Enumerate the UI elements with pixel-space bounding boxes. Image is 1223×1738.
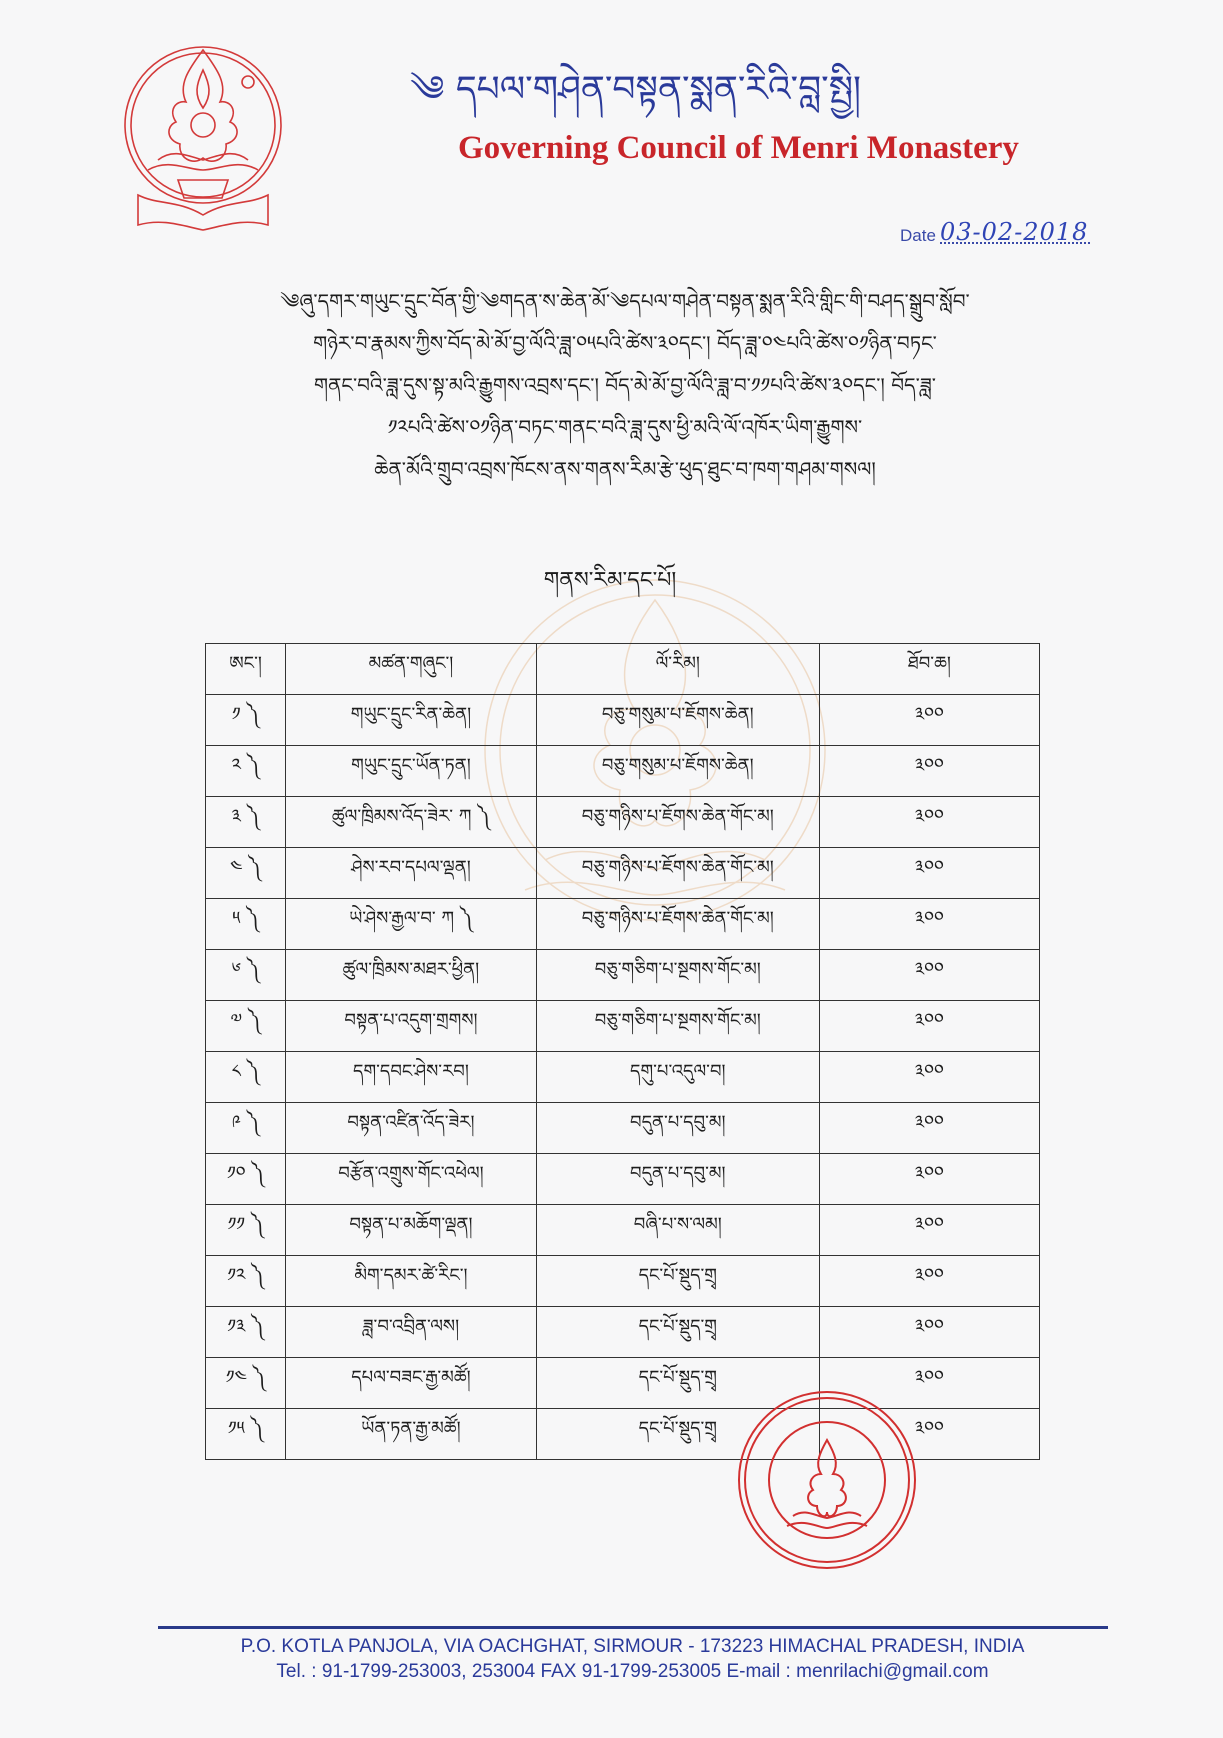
cell-name: ཡོན་ཏན་རྒྱ་མཚོ། [286,1409,537,1460]
table-row [206,950,1040,1001]
cell-class: དང་པོ་སྡུད་གྲྭ [536,1358,819,1409]
cell-award: ༣༠༠ [819,746,1039,797]
cell-name: བསྟན་པ་འདུག་གྲགས། [286,1001,537,1052]
cell-award: ༣༠༠ [819,1103,1039,1154]
cell-name: བསྟན་འཛིན་འོད་ཟེར། [286,1103,537,1154]
cell-award: ༣༠༠ [819,1205,1039,1256]
table-row [206,1205,1040,1256]
cell-number: ༩ ༽ [206,1103,286,1154]
cell-number: ༡ ༽ [206,695,286,746]
table-row [206,1103,1040,1154]
cell-class: དང་པོ་སྡུད་གྲྭ [536,1409,819,1460]
table-row [206,1307,1040,1358]
cell-name: ཚུལ་ཁྲིམས་འོད་ཟེར་ ཀ ༽ [286,797,537,848]
table-row [206,1256,1040,1307]
monastery-emblem-icon [118,30,288,235]
body-line: ༄ཞུ་དགར་གཡུང་དྲུང་བོན་གྱི་༄གདན་ས་ཆེན་མོ་༄དཔལ་གཤེན་བསྟན་སྨན་རིའི་གླིང་གི་བཤད་སྒྲུབ་སློབ་ [280,289,970,313]
cell-award: ༣༠༠ [819,1358,1039,1409]
cell-number: ༡༣ ༽ [206,1307,286,1358]
table-row [206,1154,1040,1205]
cell-class: དང་པོ་སྡུད་གྲྭ [536,1307,819,1358]
cell-class: བཅུ་གཅིག་པ་སྔགས་གོང་མ། [536,1001,819,1052]
cell-name: བསྟན་པ་མཆོག་ལྡན། [286,1205,537,1256]
cell-award: ༣༠༠ [819,1256,1039,1307]
cell-name: ཤེས་རབ་དཔལ་ལྡན། [286,848,537,899]
section-title: གནས་རིམ་དང་པོ། [543,568,677,593]
cell-number: ༡༠ ༽ [206,1154,286,1205]
cell-name: དག་དབང་ཤེས་རབ། [286,1052,537,1103]
column-header-number: ཨང་། [206,644,286,695]
column-header-name: མཚན་གཞུང་། [286,644,537,695]
cell-name: ཡེ་ཤེས་རྒྱལ་བ་ ཀ ༽ [286,899,537,950]
body-paragraph [230,280,1020,490]
cell-award: ༣༠༠ [819,1154,1039,1205]
cell-name: ཚུལ་ཁྲིམས་མཐར་ཕྱིན། [286,950,537,1001]
column-header-award: ཐོབ་ཆ། [819,644,1039,695]
cell-award: ༣༠༠ [819,1307,1039,1358]
cell-number: ༡༤ ༽ [206,1358,286,1409]
column-header-class: ལོ་རིམ། [536,644,819,695]
table-row [206,848,1040,899]
cell-number: ༡༢ ༽ [206,1256,286,1307]
cell-class: བཞི་པ་ས་ལམ། [536,1205,819,1256]
cell-number: ༨ ༽ [206,1052,286,1103]
table-row [206,746,1040,797]
cell-award: ༣༠༠ [819,899,1039,950]
body-line: ༡༢པའི་ཚེས་༠༡ཉིན་བཏང་གནང་བའི་ཟླ་དུས་ཕྱི་མའི་ལོ་འཁོར་ཡིག་རྒྱུགས་ [387,415,863,439]
table-row [206,695,1040,746]
cell-award: ༣༠༠ [819,1001,1039,1052]
header-title-english: Governing Council of Menri Monastery [458,130,1019,166]
cell-award: ༣༠༠ [819,1409,1039,1460]
cell-number: ༣ ༽ [206,797,286,848]
cell-number: ༡༡ ༽ [206,1205,286,1256]
cell-class: དང་པོ་སྡུད་གྲྭ [536,1256,819,1307]
date-value: 03-02-2018 [940,218,1089,246]
body-line: གཉེར་བ་རྣམས་ཀྱིས་བོད་མེ་མོ་བྱ་ལོའི་ཟླ་༠༥པའི་ཚེས་༣༠དང་། བོད་ཟླ་༠༤པའི་ཚེས་༠༡ཉིན་བཏང་ [313,331,937,355]
cell-class: བཅུ་གཅིག་པ་སྔགས་གོང་མ། [536,950,819,1001]
cell-name: གཡུང་དྲུང་རིན་ཆེན། [286,695,537,746]
cell-name: མིག་དམར་ཚེ་རིང་། [286,1256,537,1307]
cell-award: ༣༠༠ [819,695,1039,746]
cell-number: ༡༥ ༽ [206,1409,286,1460]
table-row [206,899,1040,950]
cell-class: བཅུ་གསུམ་པ་ཇོགས་ཆེན། [536,695,819,746]
cell-class: བཅུ་གཉིས་པ་ཇོགས་ཆེན་གོང་མ། [536,899,819,950]
body-line: གནང་བའི་ཟླ་དུས་སྟ་མའི་རྒྱུགས་འབྲས་དང་། བོད་མེ་མོ་བྱ་ལོའི་ཟླ་བ་༡༡པའི་ཚེས་༣༠དང་། བོད་ཟླ་ [313,373,936,397]
cell-number: ༧ ༽ [206,1001,286,1052]
cell-class: བཅུ་གཉིས་པ་ཇོགས་ཆེན་གོང་མ། [536,797,819,848]
cell-class: བཅུ་གཉིས་པ་ཇོགས་ཆེན་གོང་མ། [536,848,819,899]
cell-number: ༦ ༽ [206,950,286,1001]
cell-class: བདུན་པ་དབུ་མ། [536,1154,819,1205]
table-row [206,1052,1040,1103]
cell-class: བདུན་པ་དབུ་མ། [536,1103,819,1154]
footer-divider [158,1626,1108,1629]
cell-number: ༤ ༽ [206,848,286,899]
cell-award: ༣༠༠ [819,848,1039,899]
table-header-row [206,644,1040,695]
cell-class: བཅུ་གསུམ་པ་ཇོགས་ཆེན། [536,746,819,797]
cell-name: ཟླ་བ་འབྲིན་ལས། [286,1307,537,1358]
table-row [206,797,1040,848]
body-line: ཆེན་མོའི་གྲུབ་འབྲས་ཁོངས་ནས་གནས་རིམ་རྩེ་ཕུད་ཐུང་བ་ཁག་གཤམ་གསལ། [374,457,876,481]
footer-contact: Tel. : 91-1799-253003, 253004 FAX 91-1799-253005 E-mail : menrilachi@gmail.com [276,1661,989,1682]
footer-address: P.O. KOTLA PANJOLA, VIA OACHGHAT, SIRMOUR - 173223 HIMACHAL PRADESH, INDIA [240,1636,1025,1657]
table-row [206,1001,1040,1052]
cell-number: ༢ ༽ [206,746,286,797]
official-seal-icon [735,1388,920,1573]
results-table [205,643,1040,1460]
cell-number: ༥ ༽ [206,899,286,950]
cell-award: ༣༠༠ [819,950,1039,1001]
cell-class: དགུ་པ་འདུལ་བ། [536,1052,819,1103]
cell-name: གཡུང་དྲུང་ཡོན་ཏན། [286,746,537,797]
date-row [900,218,1150,252]
cell-award: ༣༠༠ [819,797,1039,848]
cell-name: བརྩོན་འགྲུས་གོང་འཕེལ། [286,1154,537,1205]
header-title-tibetan: ༄ དཔལ་གཤེན་བསྟན་སྨན་རིའི་བླ་སྤྱི། [410,69,862,110]
cell-name: དཔལ་བཟང་རྒྱ་མཚོ། [286,1358,537,1409]
cell-award: ༣༠༠ [819,1052,1039,1103]
date-label: Date [900,226,936,245]
table-body [206,695,1040,1460]
